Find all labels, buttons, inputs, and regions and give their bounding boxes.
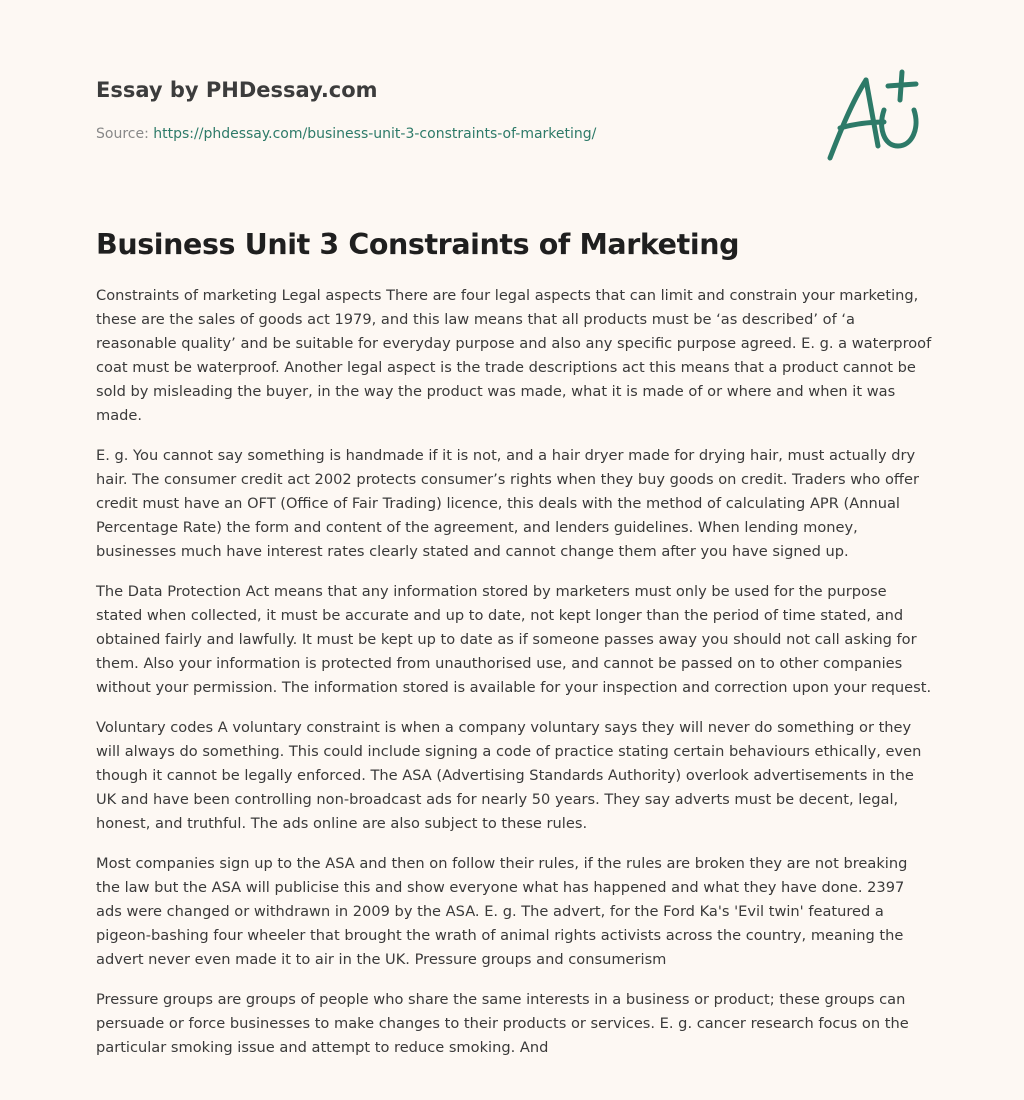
essay-body	[96, 284, 932, 1076]
paragraph: E. g. You cannot say something is handmade if it is not, and a hair dryer made for drying hair, must actually dry hair. The consumer credit act 2002 protects consumer’s rights when they buy goods on credit. Traders who offer credit must have an OFT (Office of Fair Trading) licence, this deals with the method of calculating APR (Annual Percentage Rate) the form and content of the agreement, and lenders guidelines. When lending money, businesses much have interest rates clearly stated and cannot change them after you have signed up.	[96, 447, 919, 560]
site-title: Essay by PHDessay.com	[96, 78, 378, 102]
page-header	[96, 76, 796, 144]
paragraph: Constraints of marketing Legal aspects There are four legal aspects that can limit and constrain your marketing, these are the sales of goods act 1979, and this law means that all products must be ‘as described’ of ‘a reasonable quality’ and be suitable for everyday purpose and also any specific purpose agreed. E. g. a waterproof coat must be waterproof. Another legal aspect is the trade descriptions act this means that a product cannot be sold by misleading the buyer, in the way the product was made, what it is made of or where and when it was made.	[96, 287, 932, 424]
source-label: Source:	[96, 126, 154, 142]
a-plus-logo-icon	[818, 66, 928, 166]
paragraph: Most companies sign up to the ASA and then on follow their rules, if the rules are broken they are not breaking the law but the ASA will publicise this and show everyone what has happened and what they have done. 2397 ads were changed or withdrawn in 2009 by the ASA. E. g. The advert, for the Ford Ka's 'Evil twin' featured a pigeon-bashing four wheeler that brought the wrath of animal rights activists across the country, meaning the advert never even made it to air in the UK. Pressure groups and consumerism	[96, 855, 908, 968]
essay-title: Business Unit 3 Constraints of Marketing	[96, 228, 740, 261]
source-link[interactable]: https://phdessay.com/business-unit-3-constraints-of-marketing/	[153, 126, 597, 142]
paragraph: The Data Protection Act means that any information stored by marketers must only be used for the purpose stated when collected, it must be accurate and up to date, not kept longer than the period of time stated, and obtained fairly and lawfully. It must be kept up to date as if someone passes away you should not call asking for them. Also your information is protected from unauthorised use, and cannot be passed on to other companies without your permission. The information stored is available for your inspection and correction upon your request.	[96, 583, 932, 696]
paragraph: Voluntary codes A voluntary constraint is when a company voluntary says they will never do something or they will always do something. This could include signing a code of practice stating certain behaviours ethically, even though it cannot be legally enforced. The ASA (Advertising Standards Authority) overlook advertisements in the UK and have been controlling non-broadcast ads for nearly 50 years. They say adverts must be decent, legal, honest, and truthful. The ads online are also subject to these rules.	[96, 719, 922, 832]
source-line	[96, 124, 796, 144]
paragraph: Pressure groups are groups of people who share the same interests in a business or product; these groups can persuade or force businesses to make changes to their products or services. E. g. cancer research focus on the particular smoking issue and attempt to reduce smoking. And	[96, 991, 909, 1056]
